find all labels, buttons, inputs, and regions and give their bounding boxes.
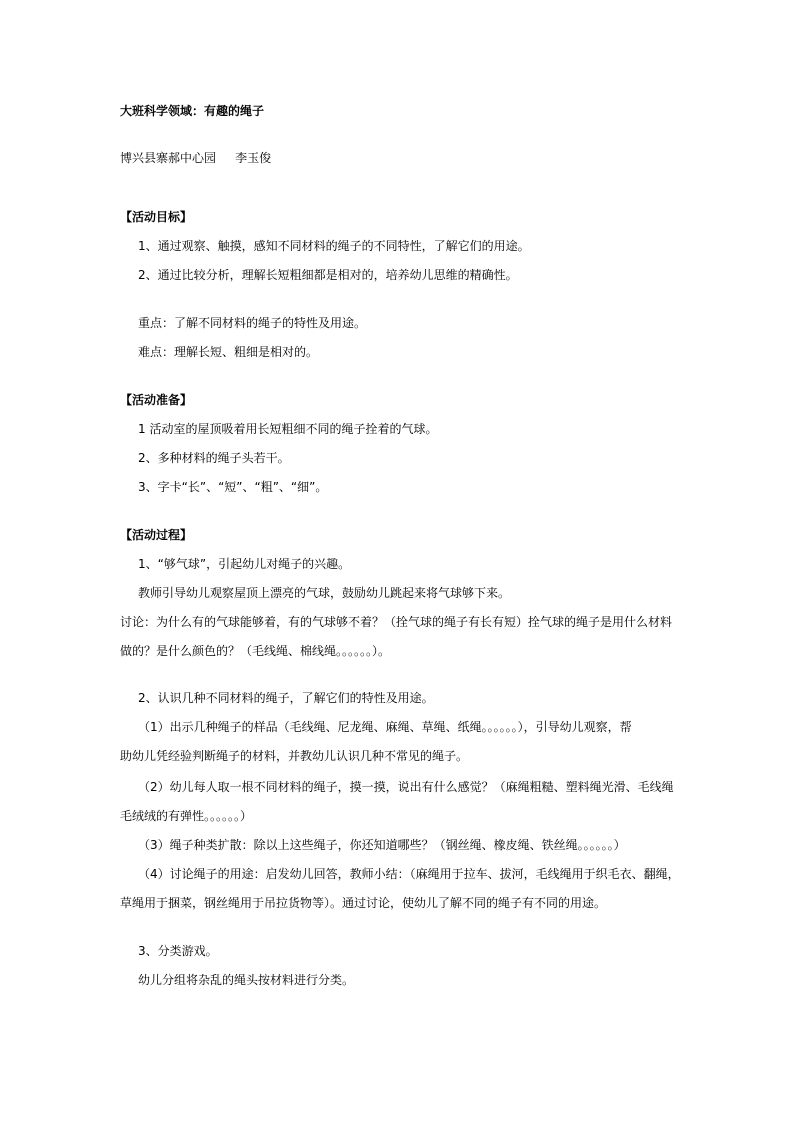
goal-item-1: 1、通过观察、触摸，感知不同材料的绳子的不同特性，了解它们的用途。 — [138, 239, 530, 253]
process-heading: 【活动过程】 — [120, 528, 193, 542]
step2-sub1-line-1: （1）出示几种绳子的样品（毛线绳、尼龙绳、麻绳、草绳、纸绳。。。。。。），引导幼儿观察，帮 — [138, 720, 632, 734]
step1-discussion-line-2: 做的？是什么颜色的？（毛线绳、棉线绳。。。。。。）。 — [120, 644, 391, 658]
goal-item-2: 2、通过比较分析，理解长短粗细都是相对的，培养幼儿思维的精确性。 — [138, 268, 518, 282]
step3-title: 3、分类游戏。 — [138, 944, 218, 958]
step2-sub4-line-2: 草绳用于捆菜，钢丝绳用于吊拉货物等）。通过讨论，使幼儿了解不同的绳子有不同的用途。 — [120, 896, 607, 910]
goals-heading: 【活动目标】 — [120, 210, 193, 224]
key-point: 重点：了解不同材料的绳子的特性及用途。 — [138, 316, 367, 330]
preparation-item-2: 2、多种材料的绳子头若干。 — [138, 451, 290, 465]
step1-title: 1、“够气球”，引起幼儿对绳子的兴趣。 — [138, 557, 351, 571]
step2-sub2-line-1: （2）幼儿每人取一根不同材料的绳子，摸一摸，说出有什么感觉？（麻绳粗糙、塑料绳光滑、毛线绳 — [138, 780, 674, 794]
step2-sub3: （3）绳子种类扩散：除以上这些绳子，你还知道哪些？（钢丝绳、橡皮绳、铁丝绳。。。。。。） — [138, 838, 626, 852]
step2-sub4-line-1: （4）讨论绳子的用途：启发幼儿回答，教师小结：（麻绳用于拉车、拔河，毛线绳用于织毛衣、翻绳， — [138, 867, 680, 881]
step2-title: 2、认识几种不同材料的绳子，了解它们的特性及用途。 — [138, 691, 434, 705]
step2-sub1-line-2: 助幼儿凭经验判断绳子的材料，并教幼儿认识几种不常见的绳子。 — [120, 749, 469, 763]
document-title: 大班科学领域：有趣的绳子 — [120, 104, 265, 118]
preparation-item-3: 3、字卡“长”、“短”、“粗”、“细”。 — [138, 480, 328, 494]
preparation-heading: 【活动准备】 — [120, 393, 193, 407]
step1-description: 教师引导幼儿观察屋顶上漂亮的气球，鼓励幼儿跳起来将气球够下来。 — [138, 586, 511, 600]
preparation-item-1: 1 活动室的屋顶吸着用长短粗细不同的绳子拴着的气球。 — [138, 422, 438, 436]
step3-description: 幼儿分组将杂乱的绳头按材料进行分类。 — [138, 973, 355, 987]
difficulty-point: 难点：理解长短、粗细是相对的。 — [138, 345, 319, 359]
author-line: 博兴县寨郝中心园 李玉俊 — [120, 151, 272, 165]
step1-discussion-line-1: 讨论：为什么有的气球能够着，有的气球够不着？（拴气球的绳子有长有短）拴气球的绳子是用什么材料 — [120, 615, 673, 629]
step2-sub2-line-2: 毛绒绒的有弹性。。。。。。） — [120, 809, 253, 823]
